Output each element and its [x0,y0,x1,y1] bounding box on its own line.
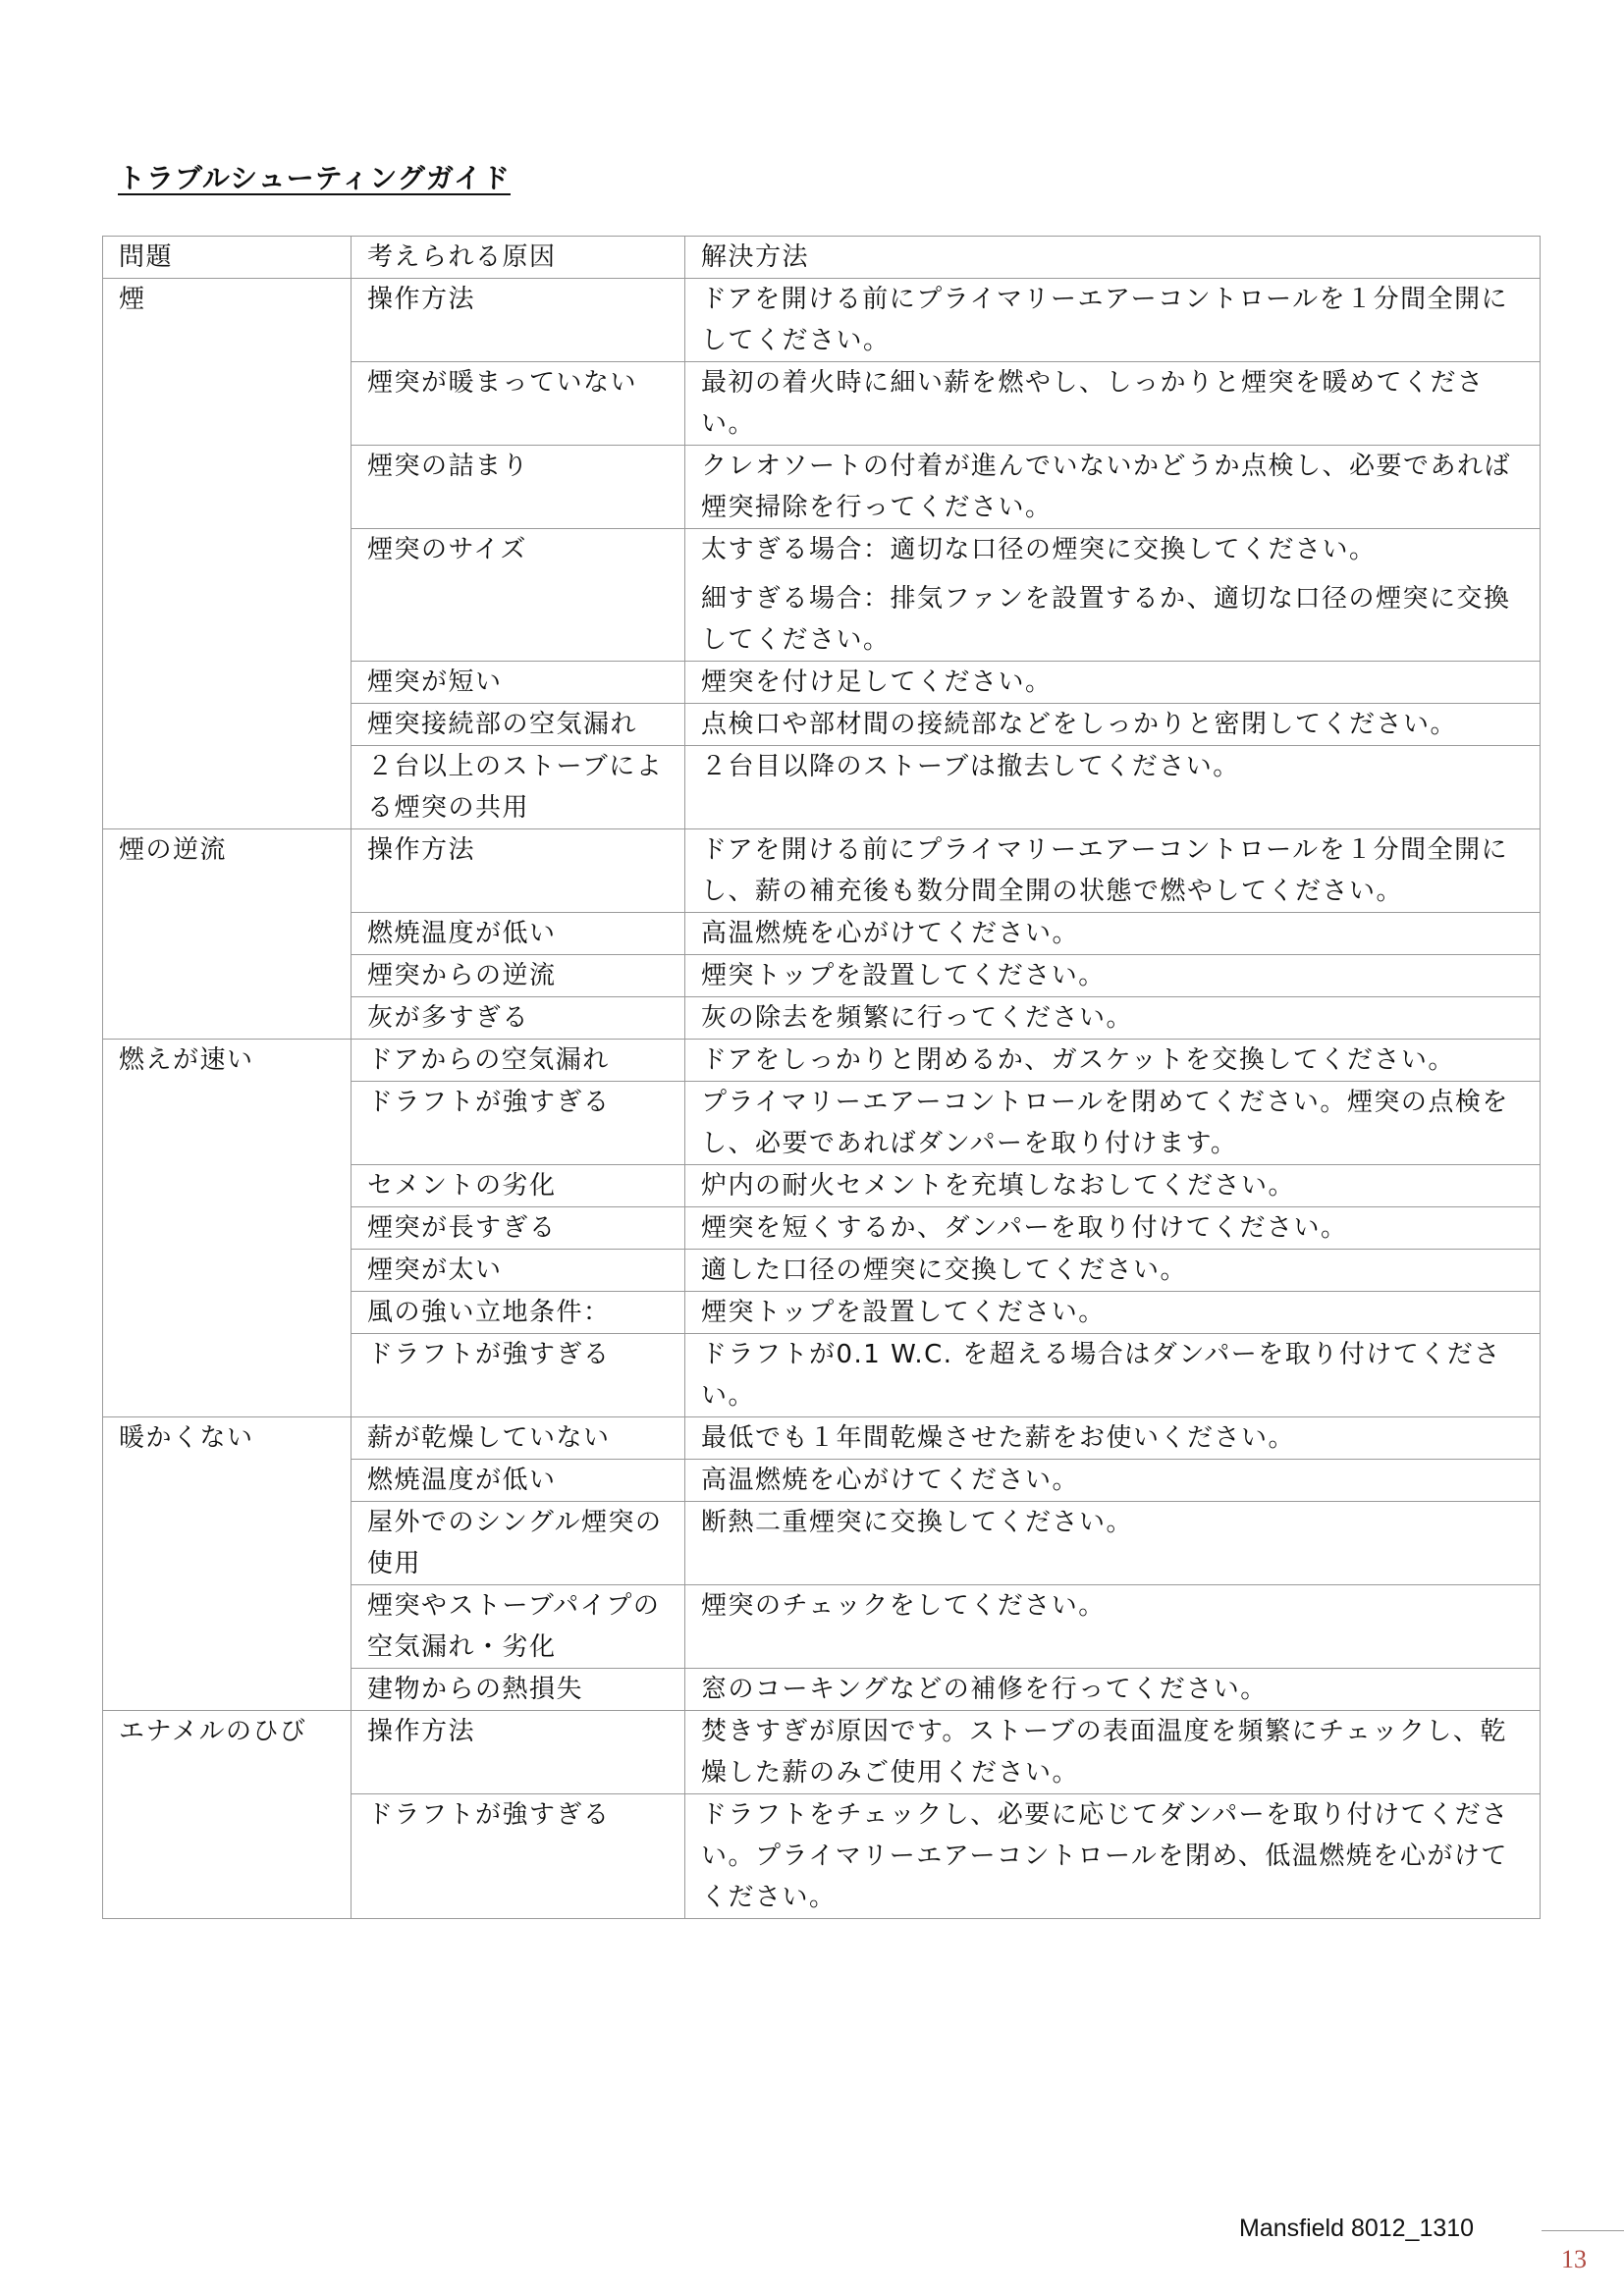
solution-text: 高温燃焼を心がけてください。 [701,1466,1080,1495]
solution-text: ドアを開ける前にプライマリーエアーコントロールを１分間全開にしてください。 [701,285,1509,355]
cause-cell: ドラフトが強すぎる [352,1334,685,1417]
solution-cell [685,829,1541,913]
cause-cell: 煙突からの逆流 [352,955,685,997]
solution-text: 窓のコーキングなどの補修を行ってください。 [701,1675,1268,1704]
solution-cell [685,955,1541,997]
solution-cell [685,1250,1541,1292]
solution-cell [685,1794,1541,1919]
solution-cell [685,662,1541,704]
solution-text: 断熱二重煙突に交換してください。 [701,1508,1134,1537]
solution-cell [685,279,1541,362]
cause-cell: ドアからの空気漏れ [352,1040,685,1082]
solution-cell [685,446,1541,529]
solution-text: 灰の除去を頻繁に行ってください。 [701,1003,1134,1033]
solution-text: 最低でも１年間乾燥させた薪をお使いください。 [701,1423,1296,1453]
solution-text: 太すぎる場合：適切な口径の煙突に交換してください。 [701,535,1377,564]
solution-text: 煙突を付け足してください。 [701,667,1053,697]
footer-model: Mansfield 8012_1310 [1239,2215,1475,2242]
header-problem: 問題 [103,237,352,279]
header-cause: 考えられる原因 [352,237,685,279]
table-row [103,1417,1541,1460]
solution-text: 煙突トップを設置してください。 [701,961,1106,990]
solution-text: 適した口径の煙突に交換してください。 [701,1255,1188,1285]
cause-cell: 風の強い立地条件： [352,1292,685,1334]
solution-text: クレオソートの付着が進んでいないかどうか点検し、必要であれば煙突掃除を行ってください。 [701,452,1512,522]
solution-text: 煙突を短くするか、ダンパーを取り付けてください。 [701,1213,1348,1243]
cause-cell: 煙突の詰まり [352,446,685,529]
table-body [103,279,1541,1919]
cause-cell: ドラフトが強すぎる [352,1082,685,1165]
solution-cell [685,362,1541,446]
solution-text: ドラフトをチェックし、必要に応じてダンパーを取り付けてください。プライマリーエアーコントロールを閉め、低温燃焼を心がけてください。 [701,1800,1509,1912]
cause-cell: 煙突が長すぎる [352,1207,685,1250]
solution-cell [685,1207,1541,1250]
solution-cell [685,1460,1541,1502]
problem-cell: 煙 [103,279,352,829]
problem-cell: 燃えが速い [103,1040,352,1417]
cause-cell: 煙突が暖まっていない [352,362,685,446]
solution-text: 煙突トップを設置してください。 [701,1298,1106,1327]
solution-text: 細すぎる場合：排気ファンを設置するか、適切な口径の煙突に交換してください。 [701,584,1511,655]
problem-cell: エナメルのひび [103,1711,352,1919]
solution-cell [685,529,1541,662]
cause-cell: 煙突接続部の空気漏れ [352,704,685,746]
solution-text: ドラフトが0.1 W.C. を超える場合はダンパーを取り付けてください。 [701,1340,1501,1411]
cause-cell: 操作方法 [352,1711,685,1794]
cause-cell: ドラフトが強すぎる [352,1794,685,1919]
solution-text: 高温燃焼を心がけてください。 [701,919,1080,948]
footer-rule [1542,2230,1624,2231]
problem-cell: 煙の逆流 [103,829,352,1040]
solution-cell [685,1417,1541,1460]
cause-cell: 燃焼温度が低い [352,913,685,955]
cause-cell: セメントの劣化 [352,1165,685,1207]
solution-cell [685,1711,1541,1794]
cause-cell: 煙突やストーブパイプの空気漏れ・劣化 [352,1585,685,1669]
solution-text: 煙突のチェックをしてください。 [701,1591,1106,1621]
page-title: トラブルシューティングガイド [118,162,511,194]
solution-cell [685,1502,1541,1585]
solution-text: 炉内の耐火セメントを充填しなおしてください。 [701,1171,1296,1201]
solution-text: ２台目以降のストーブは撤去してください。 [701,752,1240,781]
cause-cell: ２台以上のストーブによる煙突の共用 [352,746,685,829]
solution-cell [685,913,1541,955]
solution-cell [685,1082,1541,1165]
solution-cell [685,746,1541,829]
table-row [103,1711,1541,1794]
troubleshooting-table [102,236,1541,1919]
cause-cell: 煙突が太い [352,1250,685,1292]
solution-text: ドアをしっかりと閉めるか、ガスケットを交換してください。 [701,1045,1455,1075]
cause-cell: 煙突のサイズ [352,529,685,662]
cause-cell: 操作方法 [352,279,685,362]
solution-cell [685,1040,1541,1082]
table-row [103,1040,1541,1082]
solution-text: ドアを開ける前にプライマリーエアーコントロールを１分間全開にし、薪の補充後も数分間全開の状態で燃やしてください。 [701,835,1509,906]
solution-text: 焚きすぎが原因です。ストーブの表面温度を頻繁にチェックし、乾燥した薪のみご使用ください。 [701,1717,1507,1788]
solution-cell [685,1165,1541,1207]
solution-cell [685,1292,1541,1334]
solution-text: 点検口や部材間の接続部などをしっかりと密閉してください。 [701,710,1458,739]
solution-cell [685,1334,1541,1417]
table-row [103,279,1541,362]
cause-cell: 灰が多すぎる [352,997,685,1040]
cause-cell: 屋外でのシングル煙突の使用 [352,1502,685,1585]
solution-cell [685,1669,1541,1711]
solution-text: プライマリーエアーコントロールを閉めてください。煙突の点検をし、必要であればダンパーを取り付けます。 [701,1088,1509,1158]
table-header-row [103,237,1541,279]
cause-cell: 操作方法 [352,829,685,913]
cause-cell: 燃焼温度が低い [352,1460,685,1502]
solution-text: 最初の着火時に細い薪を燃やし、しっかりと煙突を暖めてください。 [701,368,1485,439]
page-number: 13 [1561,2245,1587,2273]
cause-cell: 煙突が短い [352,662,685,704]
header-solution: 解決方法 [685,237,1541,279]
problem-cell: 暖かくない [103,1417,352,1711]
table-row [103,829,1541,913]
solution-cell [685,997,1541,1040]
cause-cell: 薪が乾燥していない [352,1417,685,1460]
solution-cell [685,704,1541,746]
cause-cell: 建物からの熱損失 [352,1669,685,1711]
solution-cell [685,1585,1541,1669]
